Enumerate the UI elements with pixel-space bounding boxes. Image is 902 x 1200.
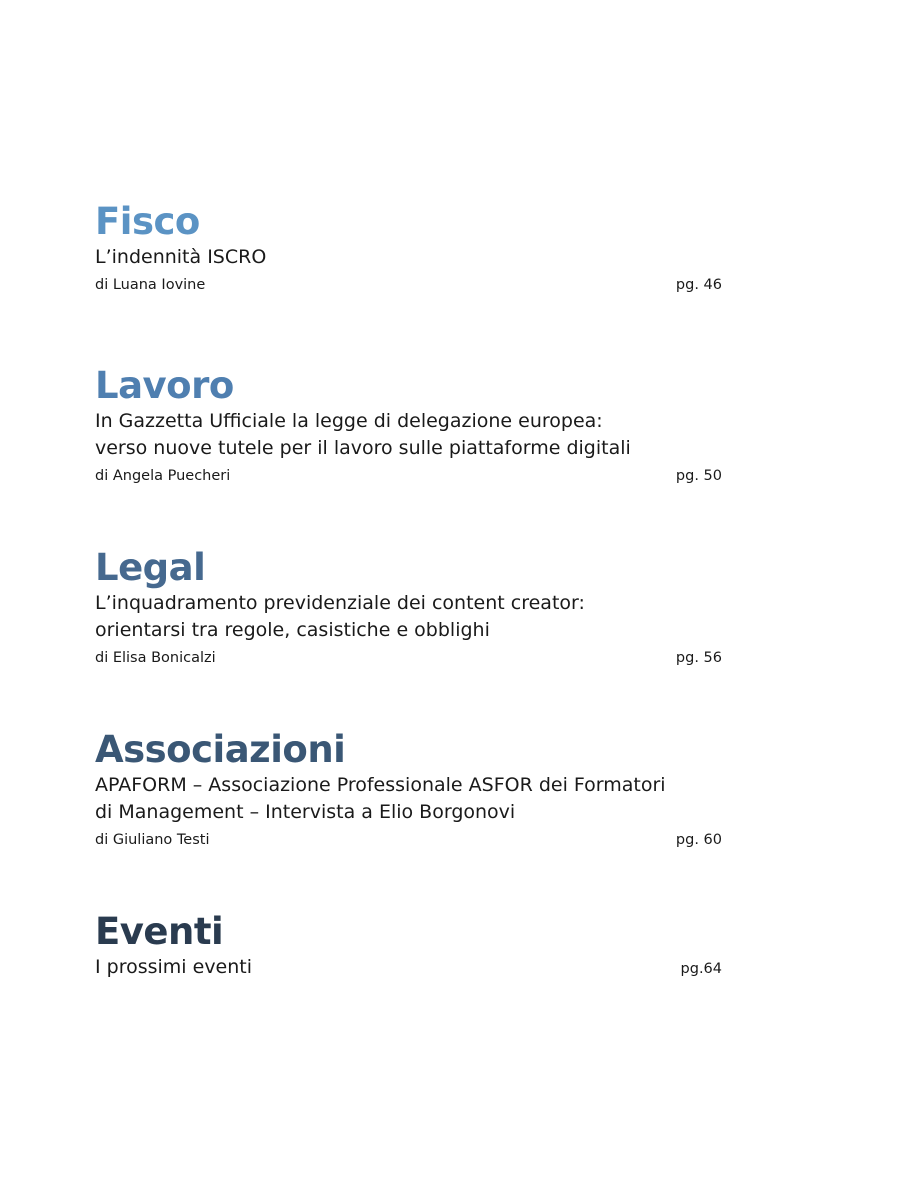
section-heading: Lavoro xyxy=(95,364,234,407)
article-title-line: APAFORM – Associazione Professionale ASFOR dei Formatori xyxy=(95,774,666,796)
article-title[interactable] xyxy=(95,590,722,644)
article-author: di Elisa Bonicalzi xyxy=(95,650,216,666)
article-title-line: di Management – Intervista a Elio Borgonovi xyxy=(95,801,516,823)
article-meta xyxy=(95,275,722,295)
article-meta xyxy=(95,466,722,486)
table-of-contents xyxy=(95,200,722,981)
toc-section-eventi xyxy=(95,910,722,981)
article-meta xyxy=(95,830,722,850)
article-row xyxy=(95,954,722,981)
article-title-line: In Gazzetta Ufficiale la legge di delegazione europea: xyxy=(95,410,603,432)
page-number[interactable]: pg. 56 xyxy=(675,650,722,666)
section-heading: Associazioni xyxy=(95,728,346,771)
page-number[interactable]: pg. 50 xyxy=(675,468,722,484)
section-heading: Eventi xyxy=(95,910,224,953)
article-title-line: verso nuove tutele per il lavoro sulle piattaforme digitali xyxy=(95,437,631,459)
toc-section-fisco xyxy=(95,200,722,364)
article-meta xyxy=(95,648,722,668)
article-title-line: I prossimi eventi xyxy=(95,956,253,978)
article-title[interactable] xyxy=(95,244,722,271)
page-number[interactable]: pg. 46 xyxy=(675,277,722,293)
article-title[interactable] xyxy=(95,954,252,981)
section-heading: Legal xyxy=(95,546,206,589)
page-number[interactable]: pg. 60 xyxy=(675,832,722,848)
article-title-line: L’inquadramento previdenziale dei content creator: xyxy=(95,592,585,614)
article-title-line: orientarsi tra regole, casistiche e obblighi xyxy=(95,619,490,641)
article-author: di Luana Iovine xyxy=(95,277,206,293)
page-number[interactable]: pg.64 xyxy=(680,961,722,977)
article-author: di Angela Puecheri xyxy=(95,468,231,484)
article-author: di Giuliano Testi xyxy=(95,832,210,848)
toc-section-associazioni xyxy=(95,728,722,910)
article-title[interactable] xyxy=(95,408,722,462)
section-heading: Fisco xyxy=(95,200,200,243)
toc-section-legal xyxy=(95,546,722,728)
article-title-line: L’indennità ISCRO xyxy=(95,246,267,268)
toc-section-lavoro xyxy=(95,364,722,546)
article-title[interactable] xyxy=(95,772,722,826)
